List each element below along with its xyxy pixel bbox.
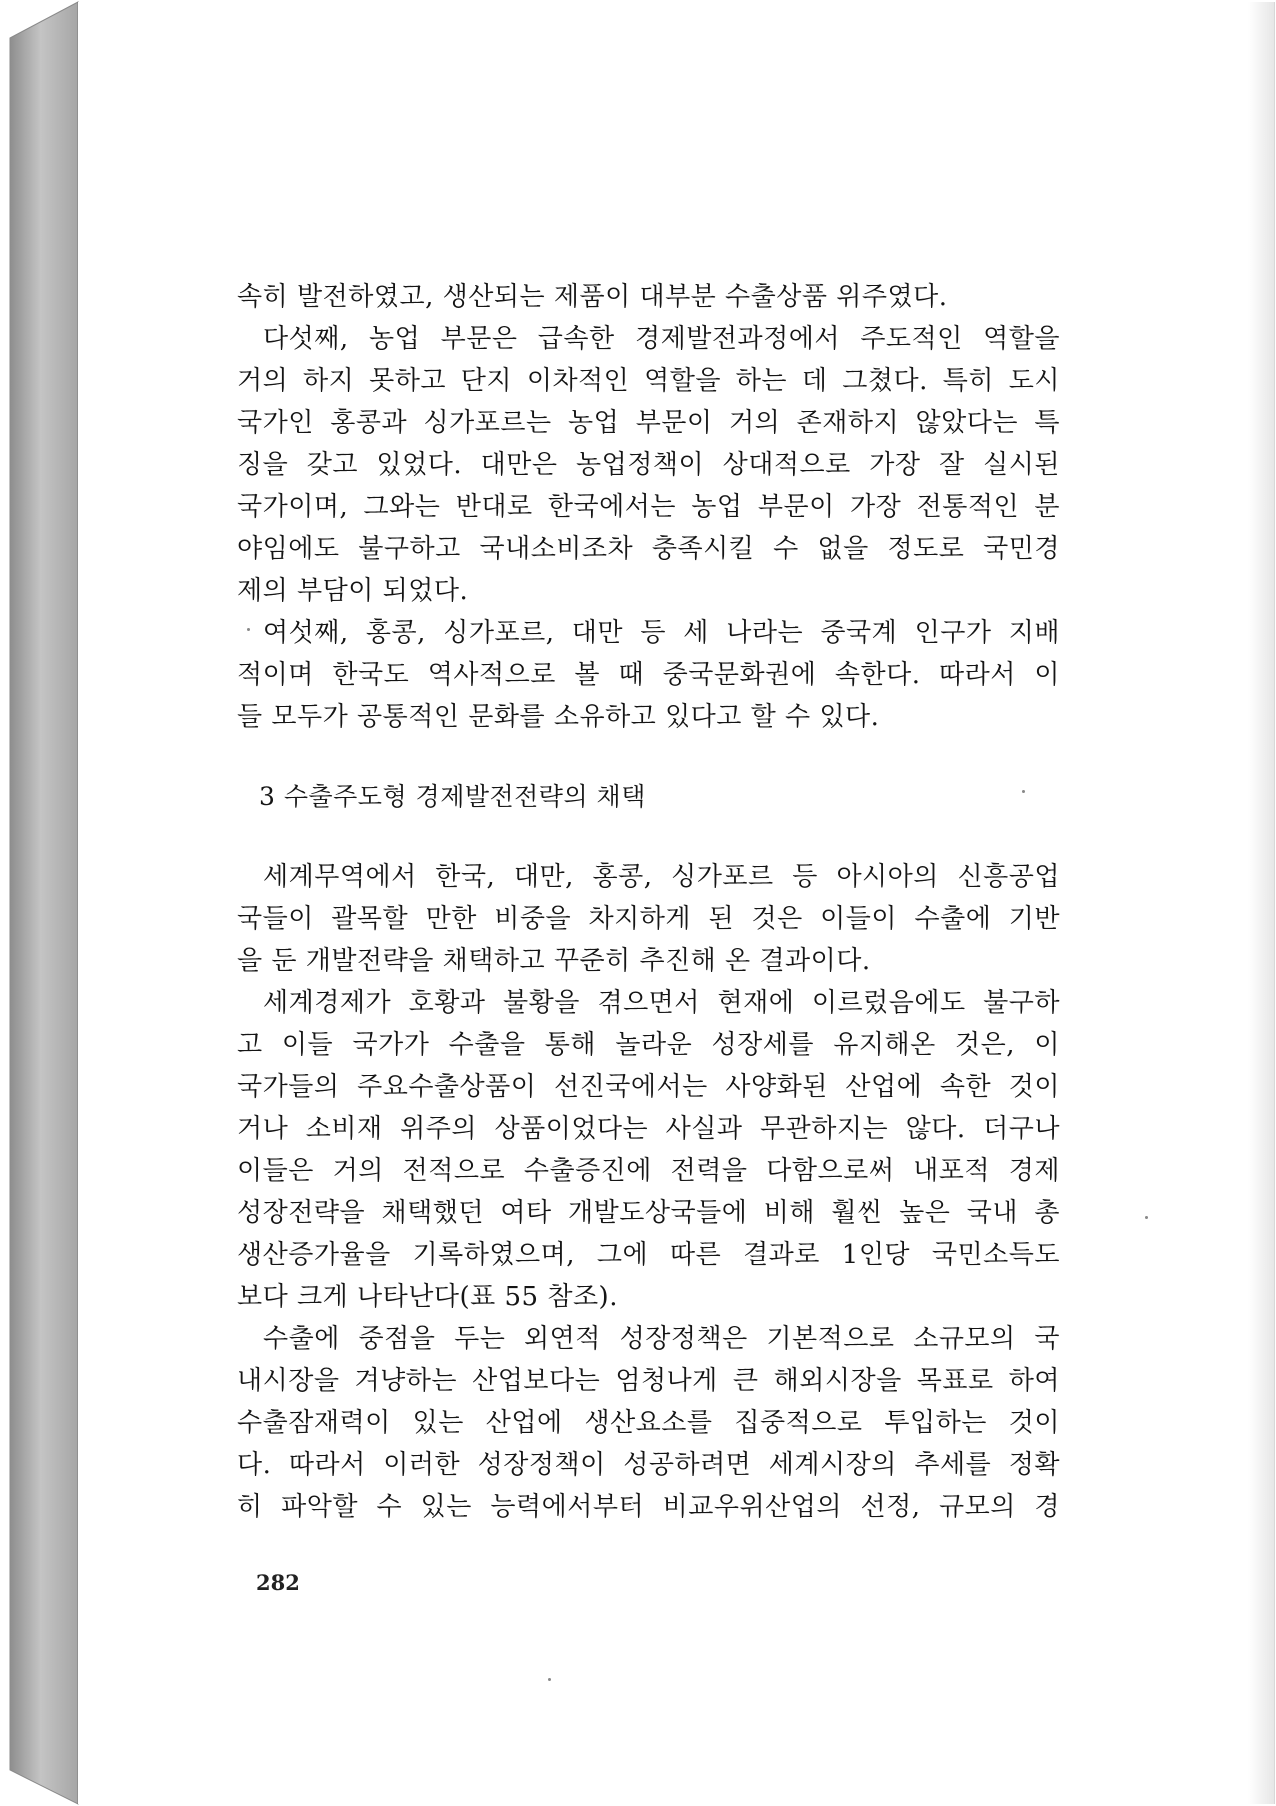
text-line: 제의 부담이 되었다. [237,576,469,606]
paragraph [237,982,1060,1318]
paragraph [237,276,1060,318]
scan-speck [1145,1216,1148,1219]
text-line: 수출에 중점을 두는 외연적 성장정책은 기본적으로 소규모의 국 [263,1324,1060,1354]
paragraph [237,856,1060,982]
text-line: 국들이 괄목할 만한 비중을 차지하게 된 것은 이들이 수출에 기반 [237,904,1060,934]
paragraph [237,1318,1060,1528]
text-line: 국가인 홍콩과 싱가포르는 농업 부문이 거의 존재하지 않았다는 특 [237,408,1060,438]
text-line: 생산증가율을 기록하였으며, 그에 따른 결과로 1인당 국민소득도 [237,1240,1060,1270]
page-body-text [237,276,1060,1528]
scan-speck [1022,790,1025,793]
text-line: 거의 하지 못하고 단지 이차적인 역할을 하는 데 그쳤다. 특히 도시 [237,366,1060,396]
text-line: 거나 소비재 위주의 상품이었다는 사실과 무관하지는 않다. 더구나 [237,1114,1060,1144]
page-number: 282 [256,1570,300,1595]
text-line: 세계무역에서 한국, 대만, 홍콩, 싱가포르 등 아시아의 신흥공업 [263,862,1060,892]
text-line: 성장전략을 채택했던 여타 개발도상국들에 비해 훨씬 높은 국내 총 [237,1198,1060,1228]
text-line: 히 파악할 수 있는 능력에서부터 비교우위산업의 선정, 규모의 경 [237,1492,1060,1522]
text-line: 다. 따라서 이러한 성장정책이 성공하려면 세계시장의 추세를 정확 [237,1450,1060,1480]
text-line: 고 이들 국가가 수출을 통해 놀라운 성장세를 유지해온 것은, 이 [237,1030,1060,1060]
text-line: 이들은 거의 전적으로 수출증진에 전력을 다함으로써 내포적 경제 [237,1156,1060,1186]
text-line: 수출잠재력이 있는 산업에 생산요소를 집중적으로 투입하는 것이 [237,1408,1060,1438]
text-line: 내시장을 겨냥하는 산업보다는 엄청나게 큰 해외시장을 목표로 하여 [237,1366,1060,1396]
text-line: 적이며 한국도 역사적으로 볼 때 중국문화권에 속한다. 따라서 이 [237,660,1060,690]
text-line: 국가이며, 그와는 반대로 한국에서는 농업 부문이 가장 전통적인 분 [237,492,1060,522]
scan-speck [548,1678,551,1681]
text-line: 속히 발전하였고, 생산되는 제품이 대부분 수출상품 위주였다. [237,282,948,312]
scan-speck [247,628,250,631]
text-line: 국가들의 주요수출상품이 선진국에서는 사양화된 산업에 속한 것이 [237,1072,1060,1102]
text-line: 보다 크게 나타난다(표 55 참조). [237,1282,618,1312]
text-line: 을 둔 개발전략을 채택하고 꾸준히 추진해 온 결과이다. [237,946,871,976]
text-line: 징을 갖고 있었다. 대만은 농업정책이 상대적으로 가장 잘 실시된 [237,450,1060,480]
text-line: 세계경제가 호황과 불황을 겪으면서 현재에 이르렀음에도 불구하 [263,988,1060,1018]
text-line: 다섯째, 농업 부문은 급속한 경제발전과정에서 주도적인 역할을 [263,324,1060,354]
section-heading: 3 수출주도형 경제발전전략의 채택 [259,782,646,811]
text-line: 들 모두가 공통적인 문화를 소유하고 있다고 할 수 있다. [237,702,880,732]
page-edge-shadow [1248,2,1274,1804]
paragraph [237,612,1060,738]
paragraph [237,318,1060,612]
text-line: 여섯째, 홍콩, 싱가포르, 대만 등 세 나라는 중국계 인구가 지배 [263,618,1060,648]
text-line: 야임에도 불구하고 국내소비조차 충족시킬 수 없을 정도로 국민경 [237,534,1060,564]
